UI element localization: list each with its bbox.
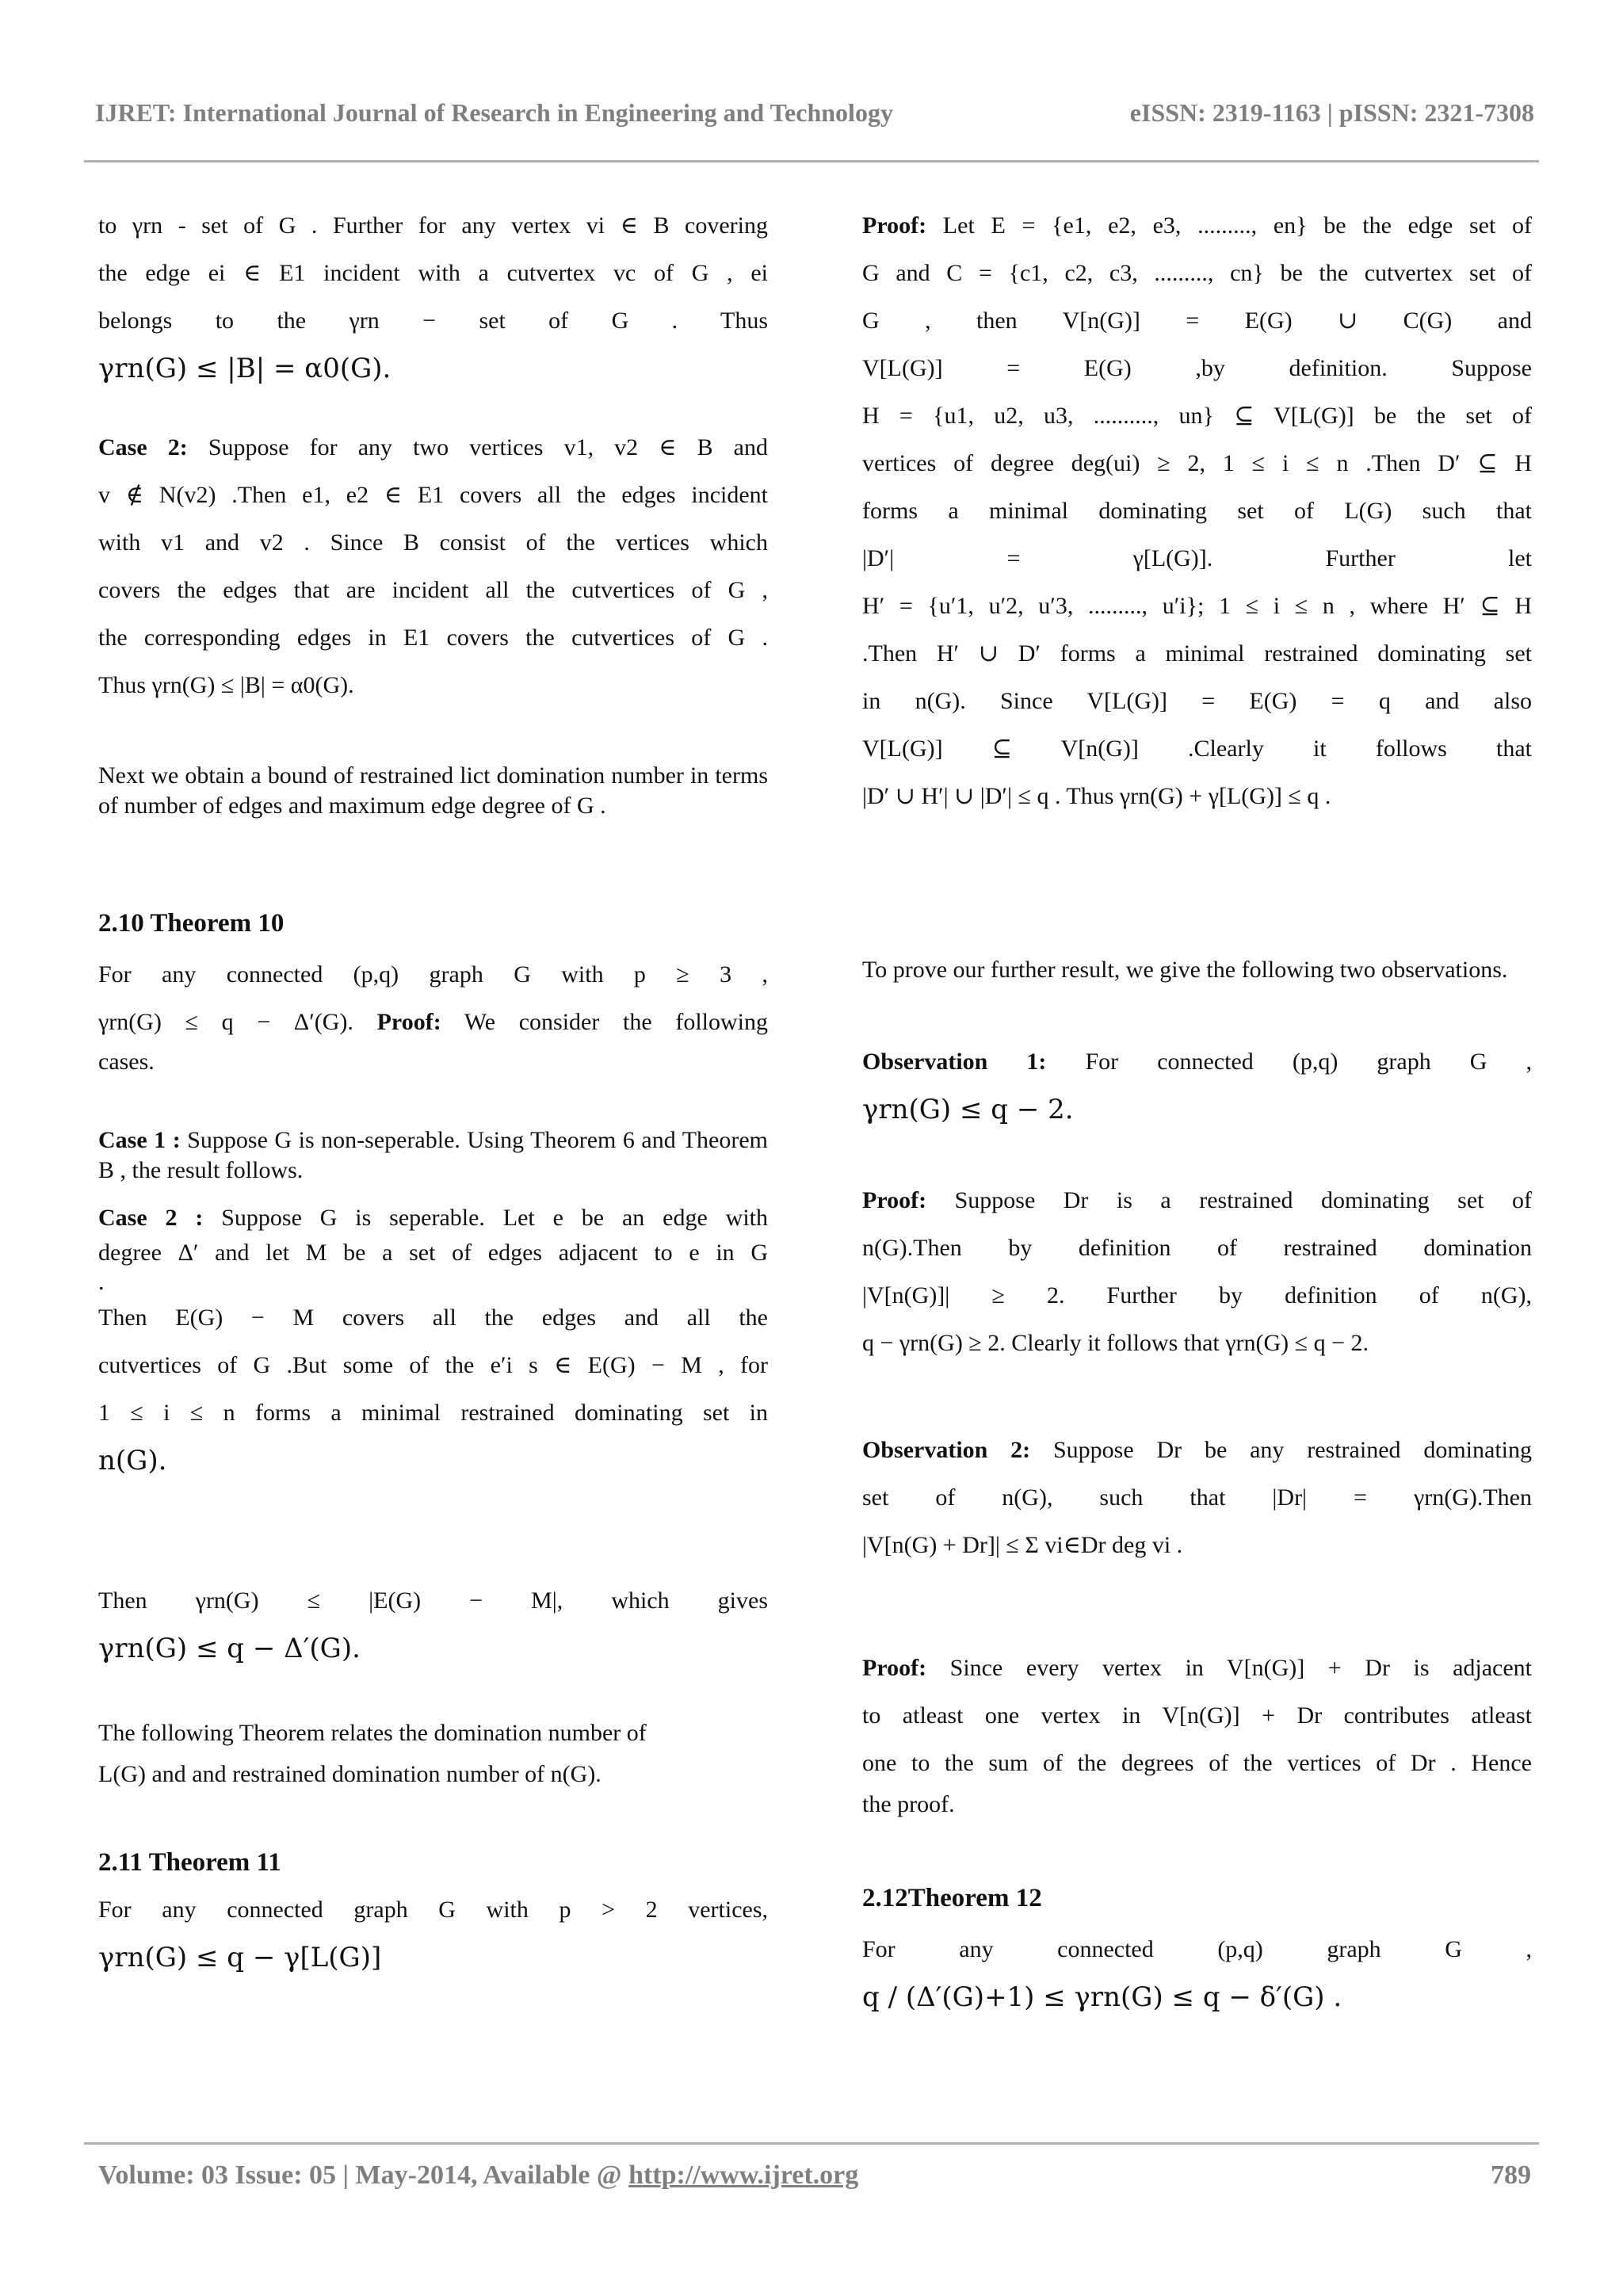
theorem11-statement [98,1886,768,1981]
case-label: Case 1 : [98,1127,181,1153]
theorem12-statement [862,1926,1532,2021]
issn: eISSN: 2319-1163 | pISSN: 2321-7308 [1129,98,1534,127]
text-line: degree Δ′ and let M be a set of edges adjacent to e in G [98,1240,768,1266]
page-number: 789 [1491,2160,1531,2190]
text-line: |V[n(G)]| ≥ 2. Further by definition of n(G), [862,1282,1532,1308]
case1-tail [98,202,768,392]
text-line: Then E(G) − M covers all the edges and all the [98,1305,768,1331]
text-line: covers the edges that are incident all the cutvertices of G , [98,577,768,603]
formula: γrn(G) ≤ q − γ[L(G)] [98,1942,382,1973]
text-line: the corresponding edges in E1 covers the cutvertices of G . [98,625,768,651]
case-label: Case 2 : [98,1205,204,1231]
following-paragraph [98,1716,768,1798]
text-line: Proof: Since every vertex in V[n(G)] + Dr is adjacent [862,1655,1532,1681]
theorem11-proof [862,202,1532,820]
observation-label: Observation 1: [862,1049,1047,1075]
formula: γrn(G) ≤ |B| = α0(G). [98,353,391,384]
text-line: L(G) and and restrained domination number of n(G). [98,1761,601,1787]
theorem10-case2 [98,1201,768,1484]
text-line: belongs to the γrn − set of G . Thus [98,308,768,334]
section-heading: 2.10 Theorem 10 [98,909,285,938]
proof-label: Proof: [376,1009,441,1035]
case2-paragraph [98,424,768,709]
text-line: V[L(G)] = E(G) ,by definition. Suppose [862,355,1532,381]
text-line: Proof: Suppose Dr is a restrained dominating set of [862,1187,1532,1213]
journal-name: IJRET: International Journal of Research in Engineering and Technology [95,98,893,127]
page-footer [98,2160,1531,2200]
text-line: Case 2 : Suppose G is seperable. Let e be an edge with [98,1205,768,1231]
text-line: vertices of degree deg(ui) ≥ 2, 1 ≤ i ≤ n .Then D′ ⊆ H [862,450,1532,476]
header-rule [84,160,1539,162]
theorem10-case1: Case 1 : Suppose G is non-seperable. Using Theorem 6 and Theorem B , the result follows. [98,1127,768,1183]
formula: n(G). [98,1445,167,1477]
text-line: Case 2: Suppose for any two vertices v1, v2 ∈ B and [98,434,768,460]
text-line: G and C = {c1, c2, c3, ........., cn} be the cutvertex set of [862,260,1532,286]
text-line: For any connected (p,q) graph G with p ≥ 3 , [98,961,768,988]
page-header [95,98,1534,138]
text-line: q − γrn(G) ≥ 2. Clearly it follows that γrn(G) ≤ q − 2. [862,1330,1369,1356]
section-heading: 2.11 Theorem 11 [98,1848,281,1877]
next-paragraph: Next we obtain a bound of restrained lict domination number in terms of number of edges and maximum edge degree of G . [98,762,768,819]
text-line: Observation 2: Suppose Dr be any restrained dominating [862,1437,1532,1463]
proof-label: Proof: [862,212,927,239]
text-line: to atleast one vertex in V[n(G)] + Dr contributes atleast [862,1702,1532,1729]
observation2 [862,1427,1532,1569]
text-line: Thus γrn(G) ≤ |B| = α0(G). [98,672,354,698]
text-line: .Then H′ ∪ D′ forms a minimal restrained dominating set [862,640,1532,667]
text-line: Observation 1: For connected (p,q) graph G , [862,1049,1532,1075]
text-line: forms a minimal dominating set of L(G) such that [862,498,1532,524]
then-paragraph [98,1577,768,1672]
text-line: cutvertices of G .But some of the e′i s ∈ E(G) − M , for [98,1352,768,1378]
text-line: 1 ≤ i ≤ n forms a minimal restrained dominating set in [98,1400,768,1426]
text-line: For any connected (p,q) graph G , [862,1936,1532,1962]
text-line: in n(G). Since V[L(G)] = E(G) = q and also [862,688,1532,714]
proof-label: Proof: [862,1187,927,1213]
text-line: to γrn - set of G . Further for any vertex vi ∈ B covering [98,212,768,239]
text-line: |D′ ∪ H′| ∪ |D′| ≤ q . Thus γrn(G) + γ[L(G)] ≤ q . [862,783,1331,809]
text-line: with v1 and v2 . Since B consist of the vertices which [98,529,768,556]
journal-link[interactable]: http://www.ijret.org [628,2160,859,2190]
theorem10-statement [98,951,768,1078]
text-line: H′ = {u′1, u′2, u′3, ........., u′i}; 1 ≤ i ≤ n , where H′ ⊆ H [862,593,1532,619]
footer-volume: Volume: 03 Issue: 05 | May-2014, Available @ http://www.ijret.org [98,2160,859,2190]
formula: γrn(G) ≤ q − Δ′(G). [98,1633,361,1664]
text-line: G , then V[n(G)] = E(G) ∪ C(G) and [862,308,1532,334]
text-line: v ∉ N(v2) .Then e1, e2 ∈ E1 covers all the edges incident [98,482,768,508]
proof-label: Proof: [862,1655,927,1681]
text-line: |V[n(G) + Dr]| ≤ Σ vi∈Dr deg vi . [862,1532,1183,1558]
toprove-paragraph: To prove our further result, we give the following two observations. [862,957,1508,983]
section-heading: 2.12Theorem 12 [862,1884,1042,1912]
text-line: |D′| = γ[L(G)]. Further let [862,545,1532,571]
formula: q / (Δ′(G)+1) ≤ γrn(G) ≤ q − δ′(G) . [862,1981,1342,2013]
text-line: Proof: Let E = {e1, e2, e3, ........., en} be the edge set of [862,212,1532,239]
observation1 [862,1038,1532,1133]
formula: γrn(G) ≤ q − 2. [862,1094,1074,1125]
text-line: cases. [98,1049,155,1075]
text-line: γrn(G) ≤ q − Δ′(G). Proof: We consider the following [98,1009,768,1035]
observation2-proof [862,1645,1532,1822]
text-line: n(G).Then by definition of restrained domination [862,1235,1532,1261]
observation-label: Observation 2: [862,1437,1031,1463]
text-line: The following Theorem relates the domination number of [98,1720,647,1746]
footer-rule [84,2142,1539,2145]
text-line: H = {u1, u2, u3, .........., un} ⊆ V[L(G)] be the set of [862,403,1532,429]
text-line: one to the sum of the degrees of the vertices of Dr . Hence [862,1750,1532,1776]
text-line: . [98,1269,105,1295]
text-line: V[L(G)] ⊆ V[n(G)] .Clearly it follows that [862,735,1532,762]
observation1-proof [862,1177,1532,1367]
text-line: the proof. [862,1791,955,1817]
text-line: For any connected graph G with p > 2 vertices, [98,1897,768,1923]
text-line: Then γrn(G) ≤ |E(G) − M|, which gives [98,1587,768,1614]
case-label: Case 2: [98,434,188,460]
text-line: the edge ei ∈ E1 incident with a cutvertex vc of G , ei [98,260,768,286]
text-line: set of n(G), such that |Dr| = γrn(G).Then [862,1484,1532,1511]
